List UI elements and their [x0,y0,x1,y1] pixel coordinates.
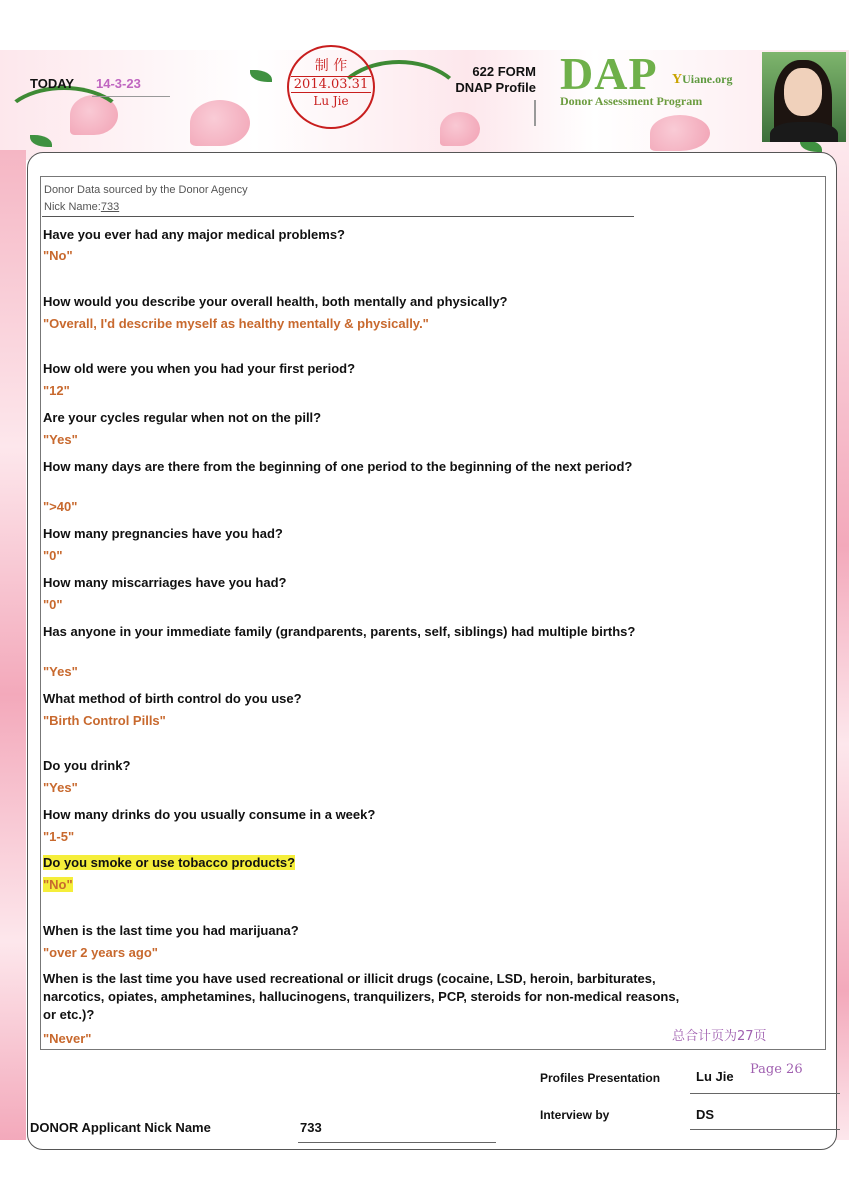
dap-logo [560,48,755,109]
nick-name-line [44,201,119,213]
answer: "0" [43,597,63,612]
answer-highlighted [43,876,73,894]
logo-site-name: Uiane.org [682,72,733,86]
presenter-rule [690,1093,840,1094]
presenter-name: Lu Jie [696,1069,734,1084]
divider [534,100,536,126]
answer: "Never" [43,1031,92,1046]
nick-name-label: Nick Name: [44,201,101,213]
profiles-presentation-label: Profiles Presentation [540,1071,661,1085]
applicant-nick-label: DONOR Applicant Nick Name [30,1120,211,1135]
answer: "Yes" [43,432,78,447]
question: How many pregnancies have you had? [43,526,283,541]
question: Has anyone in your immediate family (grandparents, parents, self, siblings) had multiple births? [43,624,636,639]
interviewer-rule [690,1129,840,1130]
logo-subtitle: Donor Assessment Program [560,94,703,108]
question: What method of birth control do you use? [43,691,302,706]
stamp-date: 2014.03.31 [291,76,371,93]
approval-stamp [287,45,375,129]
question: How would you describe your overall health, both mentally and physically? [43,294,508,309]
question: Are your cycles regular when not on the pill? [43,410,322,425]
source-note: Donor Data sourced by the Donor Agency [44,184,248,196]
form-number: 622 FORM [472,64,536,79]
total-pages-note: 总合计页为27页 [672,1029,767,1044]
applicant-rule [298,1142,496,1143]
flower-decoration [190,100,250,146]
today-label: TODAY [30,76,75,91]
logo-site-prefix: Y [672,72,683,87]
interviewer-name: DS [696,1107,715,1122]
answer: "12" [43,383,70,398]
photo-face [784,68,822,116]
question: How many miscarriages have you had? [43,575,287,590]
question: Have you ever had any major medical problems? [43,227,346,242]
highlighted-question-text: Do you smoke or use tobacco products? [43,855,296,870]
question: When is the last time you have used recreational or illicit drugs (cocaine, LSD, heroin, barbiturates, narcotics, opiates, amphetamines, hallucinogens, tranquilizers, PCP, steroids for non-medical reasons, or etc.)? [43,971,680,1022]
answer: ">40" [43,499,78,514]
answer: "0" [43,548,63,563]
stamp-name: Lu Jie [313,94,349,108]
applicant-nick-value: 733 [300,1120,322,1135]
flower-decoration [650,115,710,151]
logo-text: DAP [560,48,658,99]
answer: "Yes" [43,664,78,679]
today-date: 14-3-23 [96,76,141,91]
answer: "over 2 years ago" [43,945,158,960]
answer: "Overall, I'd describe myself as healthy mentally & physically." [43,316,429,331]
nick-name-value: 733 [100,201,120,213]
question-highlighted [43,854,683,872]
question: How old were you when you had your first period? [43,361,356,376]
question: Do you drink? [43,758,131,773]
answer: "No" [43,248,73,263]
answer: "Birth Control Pills" [43,713,166,728]
question: When is the last time you had marijuana? [43,923,299,938]
interview-by-label: Interview by [540,1108,610,1122]
today-underline [92,96,170,97]
highlighted-answer-text: "No" [43,877,73,892]
answer: "Yes" [43,780,78,795]
stamp-title: 制 作 [314,58,348,74]
form-identifier [430,64,536,96]
logo-site [672,72,732,88]
answer: "1-5" [43,829,75,844]
question: How many drinks do you usually consume in a week? [43,807,376,822]
photo-shirt [770,122,838,142]
header-rule [42,216,634,217]
donor-photo [762,52,846,142]
form-name: DNAP Profile [455,80,536,95]
question: How many days are there from the beginning of one period to the beginning of the next period? [43,459,633,474]
floral-left-border [0,150,26,1140]
page-number: Page 26 [750,1062,803,1077]
